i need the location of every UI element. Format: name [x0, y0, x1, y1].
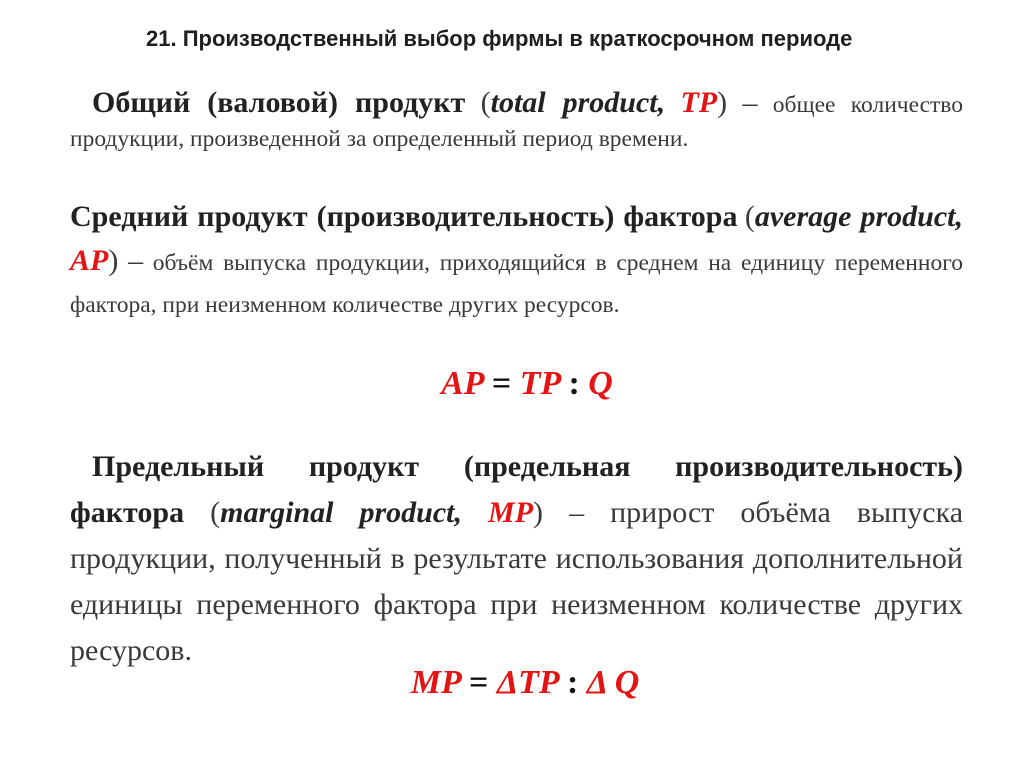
formula-mp-equals: =: [468, 664, 489, 701]
formula-ap-equals: =: [491, 365, 512, 402]
ap-open-paren: (: [744, 200, 755, 233]
formula-mp-numerator: ΔTP: [496, 664, 559, 701]
formula-ap-divide: :: [568, 365, 580, 402]
formula-mp-denominator: Δ Q: [586, 664, 640, 701]
formula-ap-numerator: TP: [519, 365, 560, 402]
ap-abbreviation: AP: [70, 244, 109, 277]
ap-term: Средний продукт (производительность) фактора: [70, 200, 738, 233]
tp-open-paren: (: [480, 86, 491, 119]
tp-close-paren: ): [717, 86, 728, 119]
formula-mp-lhs: MP: [410, 664, 461, 701]
mp-english-term: marginal product,: [220, 496, 463, 529]
ap-close-paren: ): [108, 244, 119, 277]
ap-dash: –: [128, 244, 144, 277]
average-product-formula: [0, 365, 1024, 403]
marginal-product-formula: [0, 664, 1024, 702]
mp-close-paren: ): [533, 496, 544, 529]
tp-dash: –: [742, 86, 758, 119]
tp-abbreviation: TP: [680, 86, 718, 119]
ap-english-term: average product,: [754, 200, 963, 233]
mp-abbreviation: MP: [488, 496, 534, 529]
total-product-definition: [70, 86, 963, 156]
mp-dash: –: [569, 496, 585, 529]
tp-definition-text: общее количество продукции, произведенной за определенный период времени.: [70, 92, 963, 152]
formula-ap-denominator: Q: [588, 365, 613, 402]
tp-english-term: total product,: [490, 86, 666, 119]
average-product-definition: [70, 196, 963, 326]
formula-mp-divide: :: [566, 664, 579, 701]
mp-definition-text: прирост объёма выпуска продукции, полученный в результате использования дополнительной единицы переменного фактора при неизменном количестве других ресурсов.: [70, 496, 964, 667]
mp-open-paren: (: [210, 496, 221, 529]
slide-title: 21. Производственный выбор фирмы в краткосрочном периоде: [146, 26, 853, 51]
ap-definition-text: объём выпуска продукции, приходящийся в среднем на единицу переменного фактора, при неизменном количестве других ресурсов.: [70, 250, 964, 318]
formula-ap-lhs: AP: [441, 365, 484, 402]
tp-term: Общий (валовой) продукт: [92, 86, 466, 119]
marginal-product-definition: [70, 444, 963, 674]
mp-term: Предельный продукт (предельная производительность) фактора: [70, 450, 963, 529]
